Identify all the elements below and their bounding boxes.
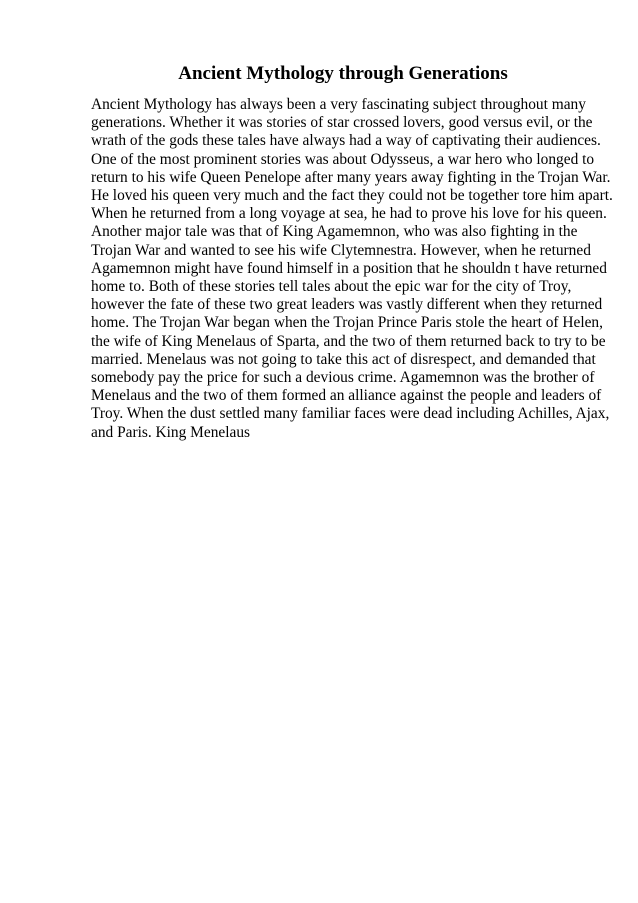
- text-line: home. The Trojan War began when the Trojan Prince Paris stole the heart of Helen,: [91, 314, 603, 332]
- text-line: Troy. When the dust settled many familiar faces were dead including Achilles, Ajax,: [91, 405, 610, 423]
- text-line: He loved his queen very much and the fact they could not be together tore him apart.: [91, 187, 613, 205]
- text-line: Menelaus and the two of them formed an alliance against the people and leaders of: [91, 387, 602, 405]
- text-line: Another major tale was that of King Agamemnon, who was also fighting in the: [91, 223, 578, 241]
- text-line: married. Menelaus was not going to take this act of disrespect, and demanded that: [91, 350, 596, 368]
- text-line: generations. Whether it was stories of star crossed lovers, good versus evil, or the: [91, 114, 593, 132]
- text-line: however the fate of these two great leaders was vastly different when they returned: [91, 296, 603, 314]
- text-line: One of the most prominent stories was about Odysseus, a war hero who longed to: [91, 150, 595, 168]
- body-paragraph: [91, 96, 613, 442]
- text-line: the wife of King Menelaus of Sparta, and the two of them returned back to try to be: [91, 332, 606, 350]
- text-line: wrath of the gods these tales have always had a way of captivating their audiences.: [91, 132, 601, 150]
- text-line: return to his wife Queen Penelope after many years away fighting in the Trojan War.: [91, 168, 611, 186]
- text-line: somebody pay the price for such a devious crime. Agamemnon was the brother of: [91, 369, 595, 387]
- document-title: Ancient Mythology through Generations: [178, 63, 508, 84]
- text-line: Ancient Mythology has always been a very fascinating subject throughout many: [91, 96, 586, 113]
- text-line: home to. Both of these stories tell tales about the epic war for the city of Troy,: [91, 278, 572, 296]
- text-line: Agamemnon might have found himself in a position that he shouldn t have returned: [91, 259, 607, 277]
- text-line: and Paris. King Menelaus: [91, 423, 251, 441]
- text-line: Trojan War and wanted to see his wife Clytemnestra. However, when he returned: [91, 241, 591, 259]
- text-line: When he returned from a long voyage at sea, he had to prove his love for his queen.: [91, 205, 607, 223]
